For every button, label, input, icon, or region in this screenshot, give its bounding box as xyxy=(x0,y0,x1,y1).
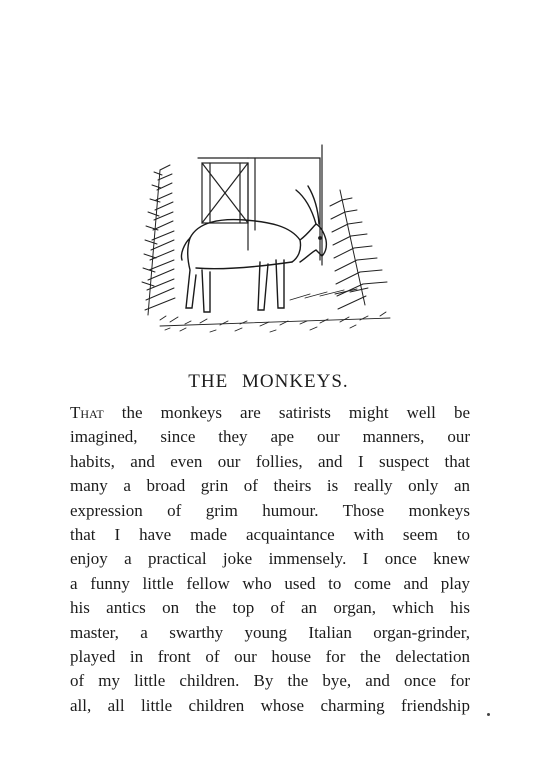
text-line: imagined, since they ape our manners, our xyxy=(70,427,470,447)
left-foliage xyxy=(142,165,175,315)
ink-speck xyxy=(487,713,490,716)
text-line: master, a swarthy young Italian organ-grinder, xyxy=(70,622,470,642)
text-line: of my little children. By the bye, and once for xyxy=(70,671,470,691)
text-line: enjoy a practical joke immensely. I once knew xyxy=(70,549,470,569)
body-paragraph xyxy=(70,401,470,718)
chapter-title: THE MONKEYS. xyxy=(188,371,349,392)
first-line-rest: the monkeys are satirists might well be xyxy=(103,403,470,422)
text-line: all, all little children whose charming friendship xyxy=(70,695,470,715)
text-line: a funny little fellow who used to come and play xyxy=(70,573,470,593)
text-line: that I have made acquaintance with seem to xyxy=(70,524,470,544)
text-line: expression of grim humour. Those monkeys xyxy=(70,500,470,520)
lead-word: That xyxy=(70,403,104,422)
goat-illustration xyxy=(140,140,405,340)
text-line: played in front of our house for the delectation xyxy=(70,646,470,666)
goat xyxy=(181,186,326,312)
text-line: habits, and even our follies, and I suspect that xyxy=(70,451,470,471)
ground xyxy=(160,288,390,332)
text-line: his antics on the top of an organ, which his xyxy=(70,598,470,618)
text-line: many a broad grin of theirs is really only an xyxy=(70,476,470,496)
barn xyxy=(198,145,322,265)
text-line xyxy=(70,401,470,425)
